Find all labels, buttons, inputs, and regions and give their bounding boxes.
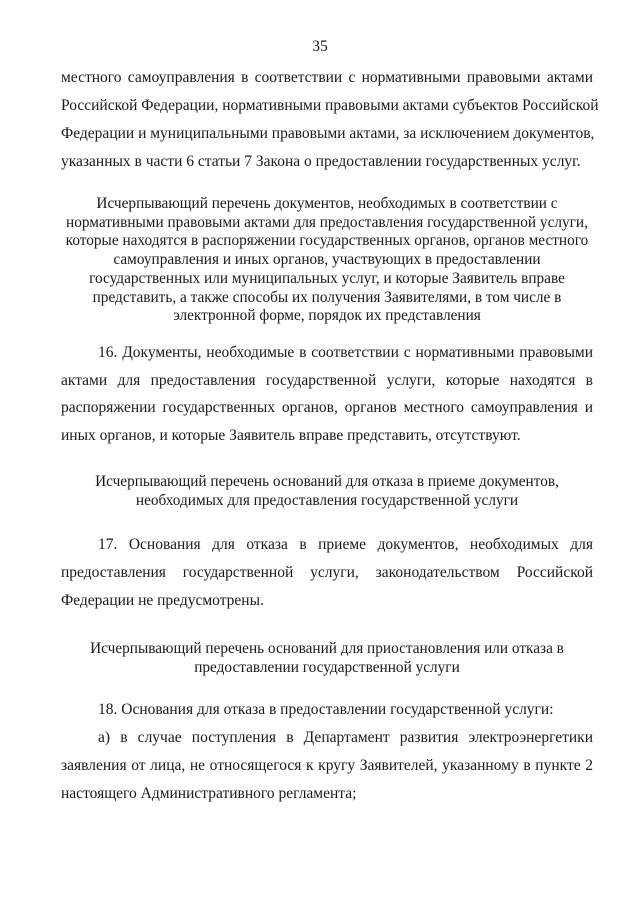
para-line: иных органов, и которые Заявитель вправе представить, отсутствуют. xyxy=(61,426,521,444)
page-number: 35 xyxy=(312,38,328,55)
para-line: заявления от лица, не относящегося к кругу Заявителей, указанному в пункте 2 xyxy=(61,757,593,774)
heading-line: самоуправления и иных органов, участвующих в предоставлении xyxy=(113,251,541,269)
para-line: распоряжении государственных органов, органов местного самоуправления и xyxy=(61,399,593,416)
intro-line: указанных в части 6 статьи 7 Закона о предоставлении государственных услуг. xyxy=(61,153,581,170)
paragraph-18 xyxy=(61,696,593,724)
heading-line: государственных или муниципальных услуг, и которые Заявитель вправе xyxy=(89,269,565,287)
heading-line: предоставлении государственной услуги xyxy=(194,658,460,676)
intro-line: Федерации и муниципальными правовыми актами, за исключением документов, xyxy=(61,125,595,142)
section-heading xyxy=(40,195,614,326)
heading-line: Исчерпывающий перечень документов, необходимых в соответствии с xyxy=(96,195,558,212)
section-heading xyxy=(40,473,614,510)
intro-line: местного самоуправления в соответствии с нормативными правовыми актами xyxy=(61,69,593,86)
section-heading xyxy=(40,640,614,677)
para-line: 18. Основания для отказа в предоставлении государственной услуги: xyxy=(98,701,554,718)
heading-line: Исчерпывающий перечень оснований для приостановления или отказа в xyxy=(90,640,564,657)
heading-line: необходимых для предоставления государственной услуги xyxy=(135,491,519,509)
para-line: а) в случае поступления в Департамент развития электроэнергетики xyxy=(98,729,593,746)
para-line: предоставления государственной услуги, законодательством Российской xyxy=(61,564,593,581)
intro-line: Российской Федерации, нормативными правовыми актами субъектов Российской xyxy=(61,97,599,114)
paragraph-17 xyxy=(61,531,593,615)
heading-line: представить, а также способы их получения Заявителями, в том числе в xyxy=(92,288,562,306)
heading-line: Исчерпывающий перечень оснований для отказа в приеме документов, xyxy=(95,473,559,490)
list-item-a xyxy=(61,724,593,808)
heading-line: которые находятся в распоряжении государственных органов, органов местного xyxy=(65,232,589,250)
heading-line: нормативными правовыми актами для предоставления государственной услуги, xyxy=(66,213,588,231)
para-line: актами для предоставления государственной услуги, которые находятся в xyxy=(61,371,593,389)
intro-paragraph xyxy=(61,64,599,176)
para-line: 17. Основания для отказа в приеме документов, необходимых для xyxy=(98,536,593,553)
paragraph-16 xyxy=(61,339,593,449)
heading-line: электронной форме, порядок их представления xyxy=(173,307,481,325)
para-line: 16. Документы, необходимые в соответствии с нормативными правовыми xyxy=(98,344,593,361)
para-line: Федерации не предусмотрены. xyxy=(61,592,264,609)
para-line: настоящего Административного регламента; xyxy=(61,785,357,802)
